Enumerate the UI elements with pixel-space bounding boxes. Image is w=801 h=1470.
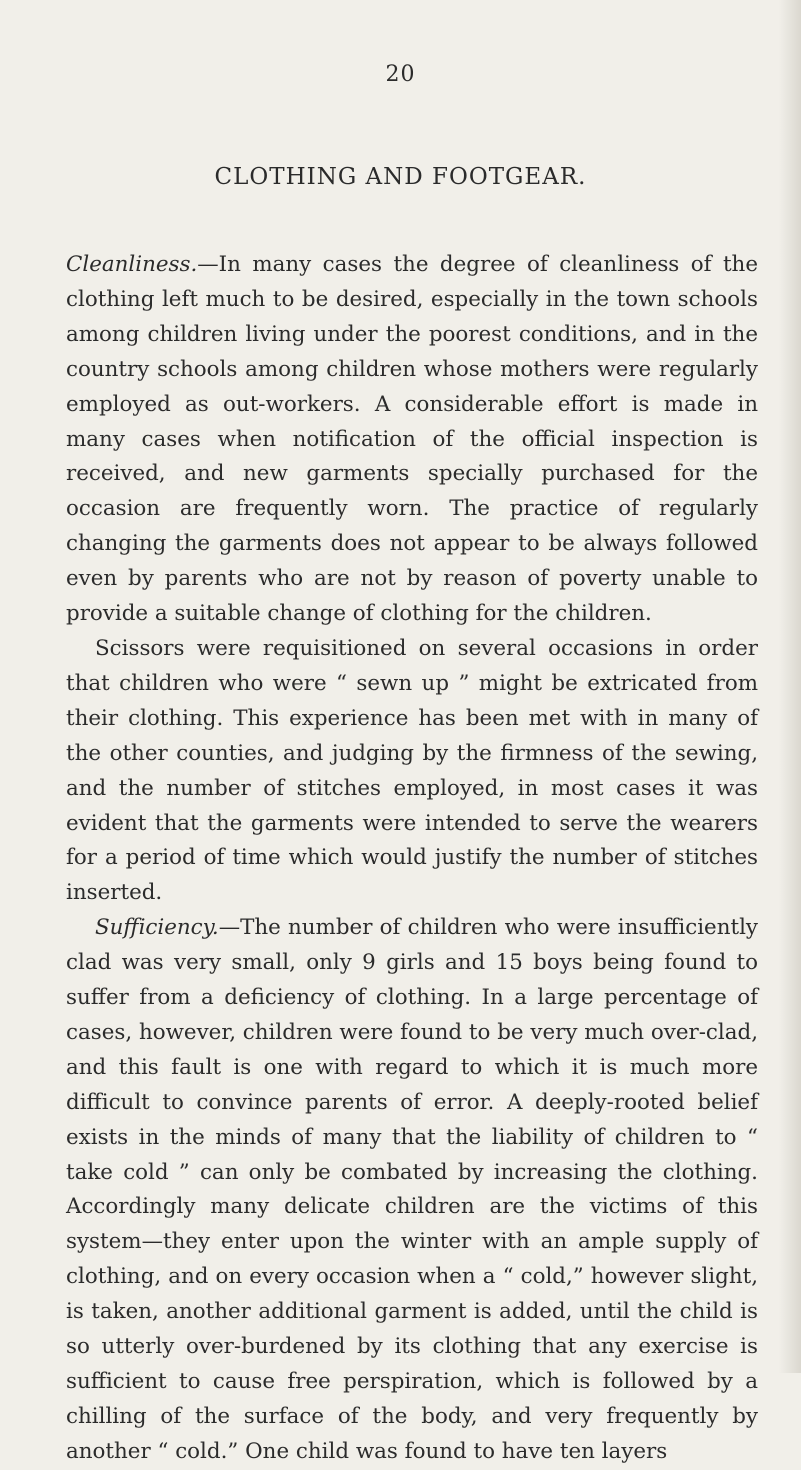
- paragraph-sufficiency: [66, 911, 758, 1470]
- section-heading: CLOTHING AND FOOTGEAR.: [214, 164, 587, 190]
- paragraph-lead: Cleanliness.: [66, 252, 198, 277]
- paragraph-lead: Sufficiency.: [95, 915, 219, 941]
- page-number: 20: [385, 62, 416, 87]
- paragraph-cleanliness: [66, 248, 758, 632]
- paragraph-text: —In many cases the degree of cleanliness of the clothing left much to be desired, especially in the town schools among children living under the poorest conditions, and in the country schools among children whose mothers were regularly employed as out-workers. A considerable effort is made in many cases when notification of the official inspection is received, and new garments specially purchased for the occasion are frequently worn. The practice of regularly changing the garments does not appear to be always followed even by parents who are not by reason of poverty unable to provide a suitable change of clothing for the children.: [66, 252, 758, 627]
- paragraph-text: Scissors were requisitioned on several occasions in order that children who were “ sewn up ” might be extricated from their clothing. This experience has been met with in many of the other counties, and judging by the firmness of the sewing, and the number of stitches employed, in most cases it was evident that the garments were intended to serve the wearers for a period of time which would justify the number of stitches inserted.: [66, 635, 758, 906]
- paragraph-scissors: [66, 632, 758, 911]
- paragraph-text: —The number of children who were insufficiently clad was very small, only 9 girls and 15 boys being found to suffer from a deficiency of clothing. In a large percentage of cases, however, children were found to be very much over-clad, and this fault is one with regard to which it is much more difficult to convince parents of error. A deeply-rooted belief exists in the minds of many that the liability of children to “ take cold ” can only be combated by increasing the clothing. Accordingly many delicate children are the victims of this system—they enter upon the winter with an ample supply of clothing, and on every occasion when a “ cold,” however slight, is taken, another additional garment is added, until the child is so utterly over-burdened by its clothing that any exercise is sufficient to cause free perspiration, which is followed by a chilling of the surface of the body, and very frequently by another “ cold.” One child was found to have ten layers: [66, 915, 758, 1464]
- body-text: [66, 248, 758, 1470]
- page-edge-shadow: [779, 0, 801, 1373]
